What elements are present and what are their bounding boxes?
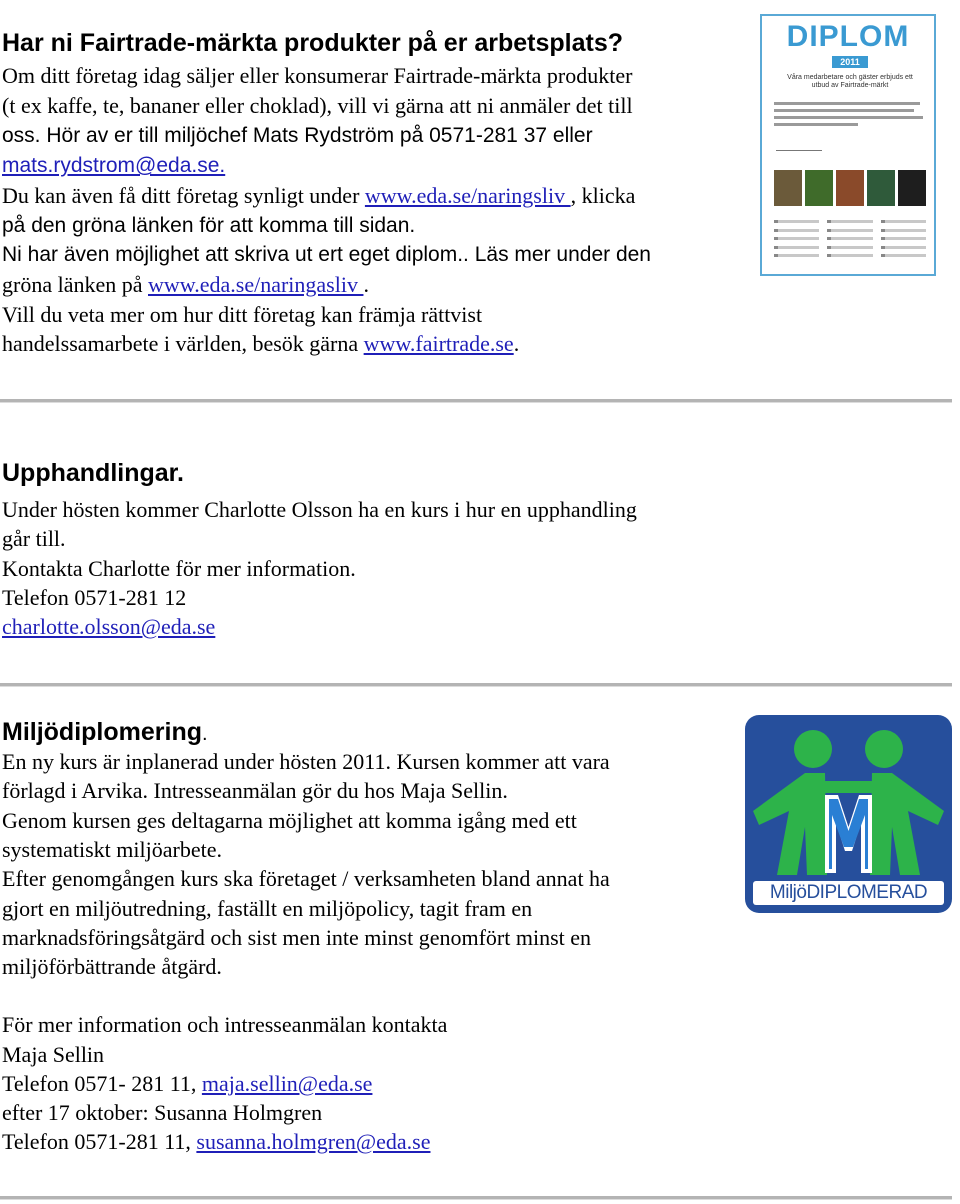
fairtrade-text-line: Vill du veta mer om hur ditt företag kan främja rättvist bbox=[2, 302, 483, 327]
susanna-email-link[interactable]: susanna.holmgren@eda.se bbox=[196, 1129, 431, 1154]
miljo-heading bbox=[2, 717, 208, 749]
contact-line: För mer information och intresseanmälan kontakta bbox=[2, 1012, 448, 1037]
miljo-text-line: förlagd i Arvika. Intresseanmälan gör du hos Maja Sellin. bbox=[2, 778, 508, 803]
miljo-text-line: En ny kurs är inplanerad under hösten 2011. Kursen kommer att vara bbox=[2, 749, 610, 774]
two-figures-icon bbox=[745, 715, 952, 881]
diplom-body-text bbox=[774, 102, 926, 132]
miljo-text-line: Efter genomgången kurs ska företaget / verksamheten bland annat ha bbox=[2, 866, 610, 891]
text-segment: . bbox=[363, 272, 369, 297]
fairtrade-text-line: (t ex kaffe, te, bananer eller choklad), vill vi gärna att ni anmäler det till bbox=[2, 93, 633, 118]
miljo-heading-text: Miljödiplomering bbox=[2, 718, 202, 746]
miljo-text-line: miljöförbättrande åtgärd. bbox=[2, 954, 222, 979]
miljo-text-line: Genom kursen ges deltagarna möjlighet att komma igång med ett bbox=[2, 808, 577, 833]
naringsliv-link[interactable]: www.eda.se/naringsliv bbox=[364, 183, 571, 208]
fairtrade-text-line: oss. Hör av er till miljöchef Mats Rydström på 0571-281 37 eller bbox=[2, 124, 593, 147]
contact-line: efter 17 oktober: Susanna Holmgren bbox=[2, 1100, 323, 1125]
fairtrade-text-line bbox=[2, 270, 369, 299]
contact-line bbox=[2, 1127, 430, 1156]
diplom-title: DIPLOM bbox=[786, 20, 910, 53]
fairtrade-text-line bbox=[2, 181, 635, 210]
text-segment: gröna länken på bbox=[2, 272, 148, 297]
fairtrade-text-line bbox=[2, 329, 519, 358]
logo-text: MiljöDIPLOMERAD bbox=[769, 882, 928, 903]
diplom-thumbnail bbox=[760, 14, 936, 276]
section-divider bbox=[0, 399, 952, 403]
diplom-checklist bbox=[774, 220, 926, 260]
miljodiplomerad-logo bbox=[745, 715, 952, 913]
miljo-heading-dot: . bbox=[202, 723, 208, 745]
text-segment: Telefon 0571-281 11, bbox=[2, 1129, 197, 1154]
fairtrade-text-line: Om ditt företag idag säljer eller konsumerar Fairtrade-märkta produkter bbox=[2, 63, 633, 88]
section-divider bbox=[0, 683, 952, 687]
charlotte-email-link[interactable]: charlotte.olsson@eda.se bbox=[2, 614, 216, 639]
mats-email-link[interactable]: mats.rydstrom@eda.se. bbox=[2, 154, 226, 177]
upphandling-text-line: Kontakta Charlotte för mer information. bbox=[2, 556, 356, 581]
fairtrade-link[interactable]: www.fairtrade.se bbox=[363, 331, 514, 356]
miljo-text-line: gjort en miljöutredning, faställt en miljöpolicy, tagit fram en bbox=[2, 896, 533, 921]
text-segment: , klicka bbox=[570, 183, 636, 208]
contact-line bbox=[2, 1069, 372, 1098]
text-segment: Du kan även få ditt företag synligt under bbox=[2, 183, 365, 208]
diplom-subtitle: Våra medarbetare och gäster erbjuds ett utbud av Fairtrade-märkt bbox=[787, 74, 913, 89]
text-segment: . bbox=[513, 331, 520, 356]
text-segment: handelssamarbete i världen, besök gärna bbox=[2, 331, 364, 356]
miljo-text-line: systematiskt miljöarbete. bbox=[2, 837, 222, 862]
diplom-year-badge: 2011 bbox=[832, 56, 868, 68]
diplom-signature-line bbox=[776, 140, 822, 151]
upphandling-text-line: går till. bbox=[2, 526, 66, 551]
naringasliv-link[interactable]: www.eda.se/naringasliv bbox=[148, 272, 364, 297]
fairtrade-text-line: Ni har även möjlighet att skriva ut ert eget diplom.. Läs mer under den bbox=[2, 243, 651, 266]
upphandling-text-line: Under hösten kommer Charlotte Olsson ha en kurs i hur en upphandling bbox=[2, 497, 637, 522]
upphandling-text-line: Telefon 0571-281 12 bbox=[2, 585, 187, 610]
section-divider bbox=[0, 1196, 952, 1200]
upphandling-text-line bbox=[2, 612, 215, 641]
fairtrade-text-line bbox=[2, 151, 225, 180]
fairtrade-text-line: på den gröna länken för att komma till sidan. bbox=[2, 214, 416, 237]
fairtrade-heading: Har ni Fairtrade-märkta produkter på er arbetsplats? bbox=[2, 29, 624, 57]
text-segment: Telefon 0571- 281 11, bbox=[2, 1071, 202, 1096]
upphandling-heading: Upphandlingar. bbox=[2, 459, 184, 487]
contact-line: Maja Sellin bbox=[2, 1042, 105, 1067]
diplom-photo-strip bbox=[774, 170, 926, 206]
maja-email-link[interactable]: maja.sellin@eda.se bbox=[201, 1071, 373, 1096]
miljo-text-line: marknadsföringsåtgärd och sist men inte minst genomfört minst en bbox=[2, 925, 592, 950]
